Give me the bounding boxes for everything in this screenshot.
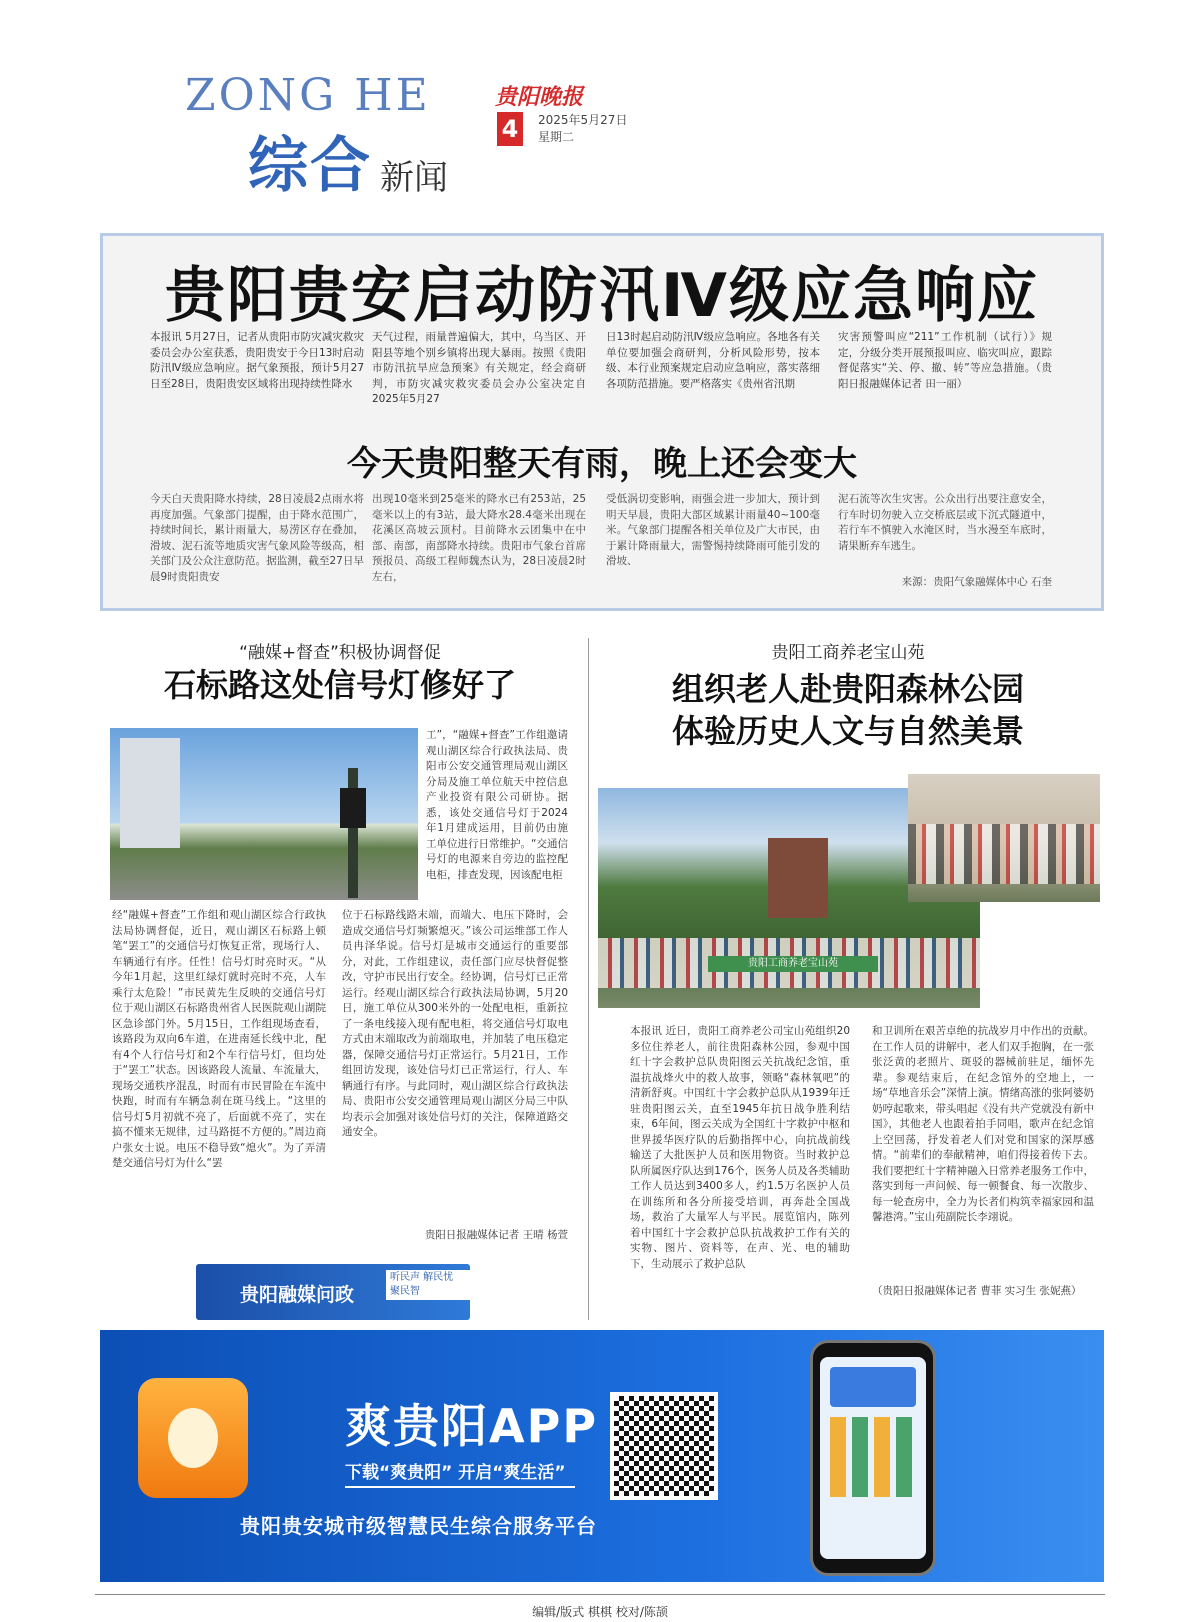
left-headline: 石标路这处信号灯修好了 [163,666,516,704]
footer-credits: 编辑/版式 棋棋 校对/陈颉 [532,1605,668,1619]
signal-head [340,788,366,828]
right-byline: （贵阳日报融媒体记者 曹菲 实习生 张妮燕） [872,1285,1082,1297]
column-divider [588,638,589,1320]
photo-banner: 贵阳工商养老宝山苑 [708,956,878,972]
lead-column-1: 本报讯 5月27日，记者从贵阳市防灾减灾救灾委员会办公室获悉，贵阳贵安于今日13时启动防汛Ⅳ级应急响应。据气象预报，预计5月27日至28日，贵阳贵安区域将出现持续性降水 [150,331,364,390]
left-column-2: 位于石标路线路末端，而端大、电压下降时，会造成交通信号灯频繁熄灭。”该公司运维部工作人员冉泽华说。信号灯是城市交通运行的重要部分，对此，工作组建议，责任部门应尽快督促整改，守护市民出行安全。经协调，信号灯已正常运行。经观山湖区综合行政执法局协调，5月20日，施工单位从300米外的一处配电柜，重新拉了一条电线接入现有配电柜，将交通信号灯取电方式由末端取改为前端取电，并加装了电压稳定器，保障交通信号灯正常运行。5月21日，工作组回访发现，该处信号灯已正常运行，行人、车辆通行有序。与此同时，观山湖区综合行政执法局、贵阳市公安交通管理局观山湖区分局三中队均表示会加强对该处信号灯的关注，保障道路交通安全。 [342,909,568,1138]
date-text: 2025年5月27日 [538,113,628,127]
footer [95,1594,1105,1620]
app-download-slogan: 下载“爽贵阳” 开启“爽生活” [345,1463,566,1483]
ad-title: 贵阳融媒问政 [240,1284,355,1306]
seniors-shape [908,824,1100,884]
right-kicker: 贵阳工商养老宝山苑 [771,643,925,663]
left-text-beside-photo: 工”，“融媒+督查”工作组邀请观山湖区综合行政执法局、贵阳市公安交通管理局观山湖区分局及施工单位航天中控信息产业投资有限公司研协。据悉，该处交通信号灯于2024年1月建成运用，目前仍由施工单位进行日常维护。“交通信号灯的电源来自旁边的监控配电柜，排查发现，因该配电柜 [426,729,568,881]
weather-column-4: 泥石流等次生灾害。公众出行出要注意安全，行车时切勿驶入立交桥底层或下沉式隧道中，若行车不慎驶入水淹区时，当水漫至车底时，请果断弃车逃生。 [838,493,1052,552]
qr-pattern [614,1396,714,1496]
wenzheng-ad[interactable] [196,1264,470,1320]
inset-photo [908,774,1100,902]
traffic-light-photo [110,728,418,900]
weather-column-2: 出现10毫米到25毫米的降水已有253站，25毫米以上的有3站，最大降水28.4毫米出现在花溪区高坡云顶村。目前降水云团集中在中部、南部，南部降水持续。贵阳市气象台首席预报员、高级工程师魏杰认为，28日凌晨2时左右， [372,493,586,583]
weekday-text: 星期二 [538,130,575,144]
lead-column-4: 灾害预警叫应“211”工作机制（试行）》规定，分级分类开展预报叫应、临灾叫应，跟踪督促落实“关、停、撤、转”等应急措施。（贵阳日报融媒体记者 田一丽） [838,331,1052,390]
section-title: 综合 [248,131,372,201]
left-byline: 贵阳日报融媒体记者 王晴 杨萱 [424,1229,568,1241]
phone-mockup-icon [810,1340,936,1576]
app-title: 爽贵阳APP [345,1399,599,1453]
paper-name: 贵阳晚报 [495,84,584,110]
screen-header [830,1367,916,1407]
lead-column-3: 日13时起启动防汛Ⅳ级应急响应。各地各有关单位要加强会商研判，分析风险形势，按本级、本行业预案规定启动应急响应，落实落细各项防范措施。要严格落实《贵州省汛期 [606,331,820,390]
lead-column-2: 天气过程，雨量普遍偏大，其中，乌当区、开阳县等地个别乡镇将出现大暴雨。按照《贵阳市防汛抗旱应急预案》有关规定，经会商研判，市防灾减灾救灾委员会办公室决定自2025年5月27 [372,331,586,405]
memorial-shape [768,838,828,918]
weather-column-3: 受低涡切变影响，雨强会进一步加大，预计到明天早晨，贵阳大部区域累计雨量40~100毫米。气象部门提醒各相关单位及广大市民，由于累计降雨量大，需警惕持续降雨可能引发的滑坡、 [606,493,820,567]
slogan-underline [345,1486,575,1488]
weather-headline: 今天贵阳整天有雨，晚上还会变大 [347,444,857,484]
weather-source: 来源：贵阳气象融媒体中心 石奎 [901,576,1052,588]
page-number: 4 [497,112,523,146]
app-logo-icon [138,1378,248,1498]
right-headline-1: 组织老人赴贵阳森林公园 [671,670,1024,708]
left-column-1: 经“融媒+督查”工作组和观山湖区综合行政执法局协调督促，近日，观山湖区石标路上顿笔“罢工”的交通信号灯恢复正常，现场行人、车辆通行有序。任性！信号灯时亮时灭。“从今年1月起，这里红绿灯就时亮时不亮，人车乘行太危险！”市民黄先生反映的交通信号灯位于观山湖区石标路贵州省人民医院观山湖院区急诊部门外。5月15日，工作组现场查看，该路段为双向6车道，在进南延长线中北，配有4个人行信号灯和2个车行信号灯，但均处于“罢工”状态。因该路段人流量、车流量大，现场交通秩序混乱，时而有市民冒险在车流中快跑，时而有车辆急刹在斑马线上。“这里的信号灯5月初就不亮了，后面就不亮了，实在搞不懂来无规律，过马路挺不方便的。”周边商户张女士说。电压不稳导致“熄火”。为了弄清楚交通信号灯为什么“罢 [112,909,326,1169]
right-column-1: 本报讯 近日，贵阳工商养老公司宝山苑组织20多位住养老人，前往贵阳森林公园，参观中国红十字会救护总队贵阳图云关抗战纪念馆，重温抗战烽火中的救人故事，领略“森林氧吧”的清新舒爽。中国红十字会救护总队从1939年迁驻贵阳图云关，直至1945年抗日战争胜利结束，6年间，图云关成为全国红十字救护中枢和世界援华医疗队的后勤指挥中心，向抗战前线输送了大批医护人员和医用物资。当时救护总队所属医疗队达到176个，医务人员及各类辅助工作人员达到3400多人，约1.5万名医护人员在训练所和各分所接受培训，再奔赴全国战场，救治了大量军人与平民。展览馆内，陈列着中国红十字会救护总队抗战救护工作有关的实物、图片、资料等，在声、光、电的辅助下，生动展示了救护总队 [630,1025,850,1270]
lead-headline: 贵阳贵安启动防汛Ⅳ级应急响应 [165,261,1039,331]
masthead-latin: ZONG HE [185,70,431,121]
right-column-2: 和卫训所在艰苦卓绝的抗战岁月中作出的贡献。在工作人员的讲解中，老人们双手抱胸，在一张张泛黄的老照片、斑驳的器械前驻足，缅怀先辈。参观结束后，在纪念馆外的空地上，一场“草地音乐会”深情上演。情绪高涨的张阿婆奶奶哼起歌来，带头唱起《没有共产党就没有新中国》，其他老人也跟着拍手同唱，歌声在纪念馆上空回荡，抒发着老人们对党和国家的深厚感情。“前辈们的奉献精神，咱们得接着传下去。我们要把红十字精神融入日常养老服务工作中，落实到每一声问候、每一顿餐食、每一次散步、每一轮查房中，全力为长者们构筑幸福家园和温馨港湾。”宝山苑副院长李翊说。 [872,1025,1094,1223]
qr-code-icon[interactable] [610,1392,718,1500]
app-banner[interactable] [100,1330,1104,1582]
app-platform-tagline: 贵阳贵安城市级智慧民生综合服务平台 [240,1514,597,1538]
ad-tag: 听民声 解民忧 聚民智 [386,1270,470,1300]
left-kicker: “融媒+督查”积极协调督促 [239,643,441,663]
issue-date [538,112,627,146]
section-subtitle: 新闻 [380,158,448,198]
building-shape [120,738,180,848]
weather-column-1: 今天白天贵阳降水持续，28日凌晨2点雨水将再度加强。气象部门提醒，由于降水范围广，持续时间长，累计雨量大，易涝区存在叠加，滑坡、泥石流等地质灾害气象风险等级高，相关部门及公众注意防范。据监测，截至27日早晨9时贵阳贵安 [150,493,364,583]
right-headline-2: 体验历史人文与自然美景 [671,712,1024,750]
logo-mark [168,1408,218,1468]
screen-icons [830,1417,916,1497]
phone-screen [820,1357,926,1559]
